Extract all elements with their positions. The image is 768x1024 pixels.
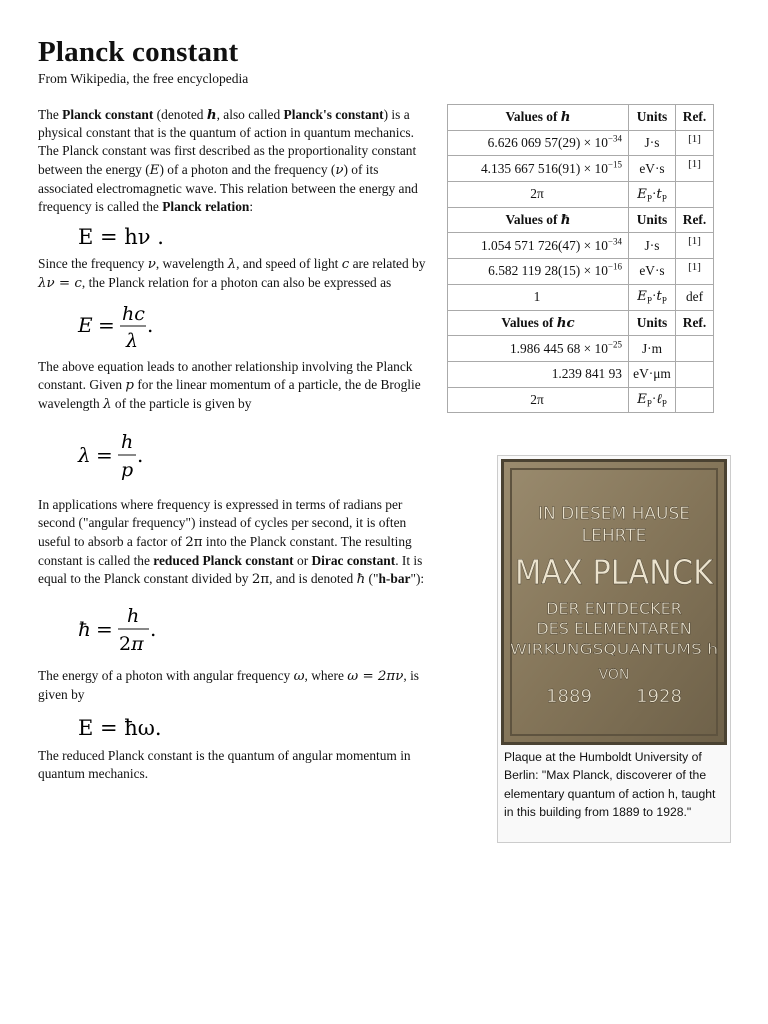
table-row: 4.135 667 $516(91) \times 10^{-15}$ eV·s [1] xyxy=(448,156,714,182)
page-subtitle: From Wikipedia, the free encyclopedia xyxy=(38,71,249,86)
equation-de-broglie xyxy=(38,414,436,496)
equation-hbar-omega xyxy=(38,705,436,747)
table-row: 2π $E_P\cdot\ell_P$ xyxy=(448,387,714,413)
svg-text:.: . xyxy=(137,443,144,468)
svg-text:2π: 2π xyxy=(119,633,144,656)
reference-link[interactable]: [1] xyxy=(676,156,714,182)
intro-paragraph: The Planck constant (denoted h, also called Planck's constant) is a physical constant that is the quantum of action in quantum mechanics. The Planck constant was first described as the proportionality constant between the energy (E) of a photon and the frequency (ν) of its associated electromagnetic wave. This relation between the energy and frequency is called the Planck relation: xyxy=(38,107,418,215)
page-title: Planck constant xyxy=(38,36,239,68)
svg-text:E = hν .: E = hν . xyxy=(78,225,164,250)
table-header-hbar: Values of ħ Units Ref. xyxy=(448,207,714,233)
plaque-year-start: 1889 xyxy=(546,686,592,707)
image-caption: Plaque at the Humboldt University of Berlin: "Max Planck, discoverer of the elementary quantum of action h, taught in this building from 1889 to 1928." xyxy=(504,750,716,820)
reference-link[interactable]: [1] xyxy=(676,259,714,285)
article-body xyxy=(38,106,436,783)
svg-text:h: h xyxy=(121,431,134,454)
values-table xyxy=(447,104,714,413)
table-row: 1.239 841 93 eV·μm xyxy=(448,361,714,387)
term-planck-constant: Planck constant xyxy=(62,107,154,122)
equation-hbar xyxy=(38,589,436,667)
svg-text:h: h xyxy=(127,605,140,628)
de-broglie-paragraph: The above equation leads to another relationship involving the Planck constant. Given p for the linear momentum of a particle, the de Broglie wavelength λ of the particle is given by xyxy=(38,358,421,413)
equation-planck-relation xyxy=(38,219,436,255)
table-row: 6.626 069 $57(29) \times 10^{-34}$ J·s [1] xyxy=(448,130,714,156)
svg-text:λ: λ xyxy=(78,443,91,468)
photon-energy-paragraph: The energy of a photon with angular frequency ω, where ω = 2πν, is given by xyxy=(38,668,420,703)
term-dirac-constant: Dirac constant xyxy=(311,552,396,568)
plaque-line-3: MAX PLANCK xyxy=(515,553,715,593)
equation-hc-over-lambda xyxy=(38,294,436,358)
table-header-h: Values of h Units Ref. xyxy=(448,105,714,131)
plaque-line-5: DES ELEMENTAREN xyxy=(536,619,692,638)
svg-text:E = ħω.: E = ħω. xyxy=(78,715,162,740)
term-h-bar: h-bar xyxy=(378,571,411,587)
plaque-line-7: VON xyxy=(598,667,630,683)
max-planck-plaque-image[interactable] xyxy=(501,459,727,745)
svg-text:=: = xyxy=(96,443,113,468)
svg-text:p: p xyxy=(121,459,134,482)
term-planck-relation: Planck relation xyxy=(162,199,250,215)
svg-text:hc: hc xyxy=(122,302,145,325)
table-header-hc: Values of hc Units Ref. xyxy=(448,310,714,336)
plaque-line-6: WIRKUNGSQUANTUMS h xyxy=(510,642,718,658)
plaque-line-1: IN DIESEM HAUSE xyxy=(538,504,690,524)
svg-text:=: = xyxy=(96,617,113,642)
table-row: 1 $E_P\cdot t_P$ def xyxy=(448,284,714,310)
plaque-line-4: DER ENTDECKER xyxy=(546,599,682,618)
term-reduced-planck-constant: reduced Planck constant xyxy=(153,552,294,568)
table-row: 1.054 571 $726(47) \times 10^{-34}$ J·s [1] xyxy=(448,233,714,259)
svg-text:λ: λ xyxy=(126,329,139,352)
frequency-paragraph: Since the frequency ν, wavelength λ, and speed of light c are related by λν = c, the Planck relation for a photon can also be expressed as xyxy=(38,256,426,292)
reference-link[interactable]: [1] xyxy=(676,130,714,156)
svg-text:.: . xyxy=(147,312,154,337)
plaque-year-end: 1928 xyxy=(636,686,682,707)
svg-text:ħ: ħ xyxy=(78,617,91,642)
table-row: 6.582 119 $28(15) \times 10^{-16}$ eV·s [1] xyxy=(448,259,714,285)
svg-text:=: = xyxy=(98,312,115,337)
reference-link[interactable]: [1] xyxy=(676,233,714,259)
term-plancks-constant: Planck's constant xyxy=(283,107,384,122)
table-row: 2π $E_P\cdot t_P$ xyxy=(448,182,714,208)
plaque-line-2: LEHRTE xyxy=(581,526,647,546)
angular-momentum-paragraph: The reduced Planck constant is the quantum of angular momentum in quantum mechanics. xyxy=(38,747,411,781)
table-row: 1.986 445 $68 \times 10^{-25}$ J·m xyxy=(448,336,714,362)
svg-text:.: . xyxy=(150,617,157,642)
svg-text:E: E xyxy=(78,312,93,337)
reduced-constant-paragraph: In applications where frequency is expressed in terms of radians per second ("angular frequency") instead of cycles per second, it is often useful to absorb a factor of 2π into the Planck constant. The resulting constant is called the reduced Planck constant or Dirac constant. It is equal to the Planck constant divided by 2π, and is denoted ħ ("h-bar"): xyxy=(38,497,425,588)
image-thumbnail xyxy=(497,455,731,843)
